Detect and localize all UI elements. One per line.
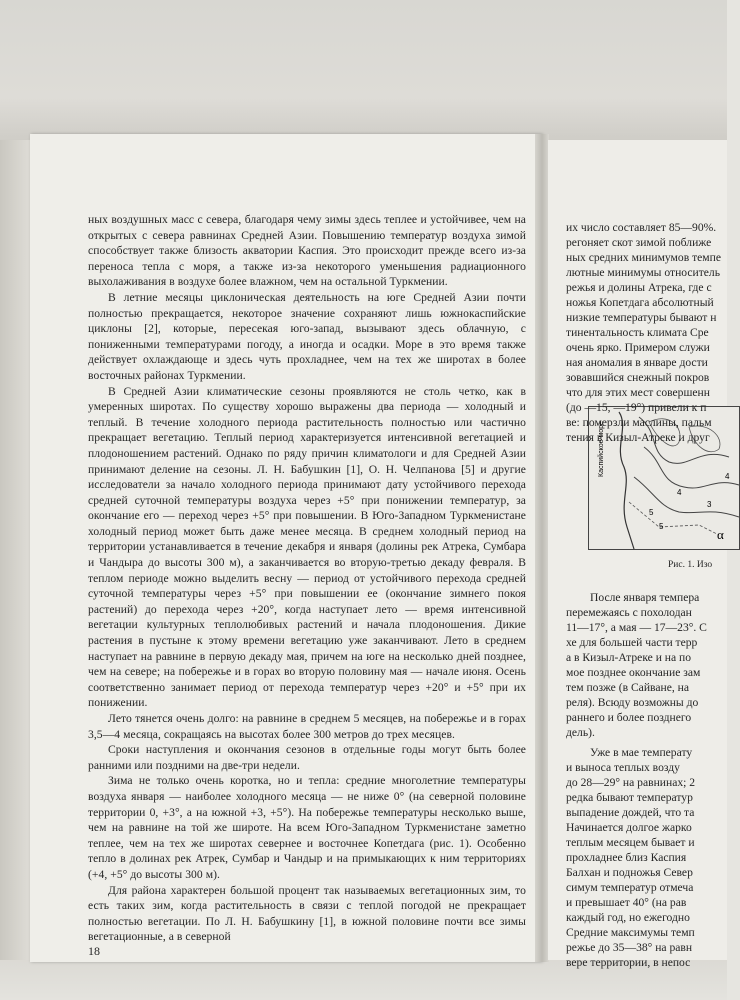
right-line: ная аномалия в январе дости bbox=[566, 356, 708, 369]
isotherm-label: 5 bbox=[649, 508, 654, 517]
right-line: выпадение дождей, что та bbox=[566, 806, 695, 819]
book-edge bbox=[0, 140, 32, 960]
right-line: Начинается долгое жарко bbox=[566, 821, 692, 834]
right-line: (до —15, —19°) привели к п bbox=[566, 401, 707, 414]
right-line: редка бывают температур bbox=[566, 791, 693, 804]
right-line: реля). Всюду возможны до bbox=[566, 696, 699, 709]
border-line bbox=[629, 502, 719, 535]
right-line: тем позже (в Сайване, на bbox=[566, 681, 690, 694]
page-number: 18 bbox=[88, 944, 100, 958]
isotherm-line bbox=[644, 447, 739, 488]
right-line: хе для большей части терр bbox=[566, 636, 698, 649]
paragraph-5: Сроки наступления и окончания сезонов в отдельные годы могут быть более ранними или поздними на две-три недели. bbox=[88, 743, 526, 772]
right-line: ных средних минимумов темпе bbox=[566, 251, 721, 264]
sea-label: Каспийское море bbox=[598, 421, 605, 477]
right-line: симум температур отмеча bbox=[566, 881, 694, 894]
right-line: перемежаясь с похолодан bbox=[566, 606, 692, 619]
right-line: что для этих мест совершенн bbox=[566, 386, 710, 399]
right-line: низкие температуры бывают н bbox=[566, 311, 717, 324]
paragraph-2: В летние месяцы циклоническая деятельность на юге Средней Азии почти полностью прекращается, некоторое значение сохраняют лишь южнокаспийские циклоны [2], которые, пересекая юго-запад, вызывают здесь облачную, с пониженными температурами погоду, а иногда и осадки. Море в это время также действует охлаждающе и здесь чуть прохладнее, чем на тех же широтах в более восточных районах Туркмении. bbox=[88, 290, 526, 382]
figure-caption: Рис. 1. Изо bbox=[668, 560, 713, 570]
right-line: зовавшийся снежный покров bbox=[566, 371, 710, 384]
right-line: каждый год, но ежегодно bbox=[566, 911, 690, 924]
right-line: их число составляет 85—90%. bbox=[566, 221, 717, 234]
right-line: После января темпера bbox=[590, 591, 700, 604]
right-line: мое позднее окончание зам bbox=[566, 666, 701, 679]
right-line: Уже в мае температу bbox=[590, 746, 693, 759]
scan-background-top bbox=[0, 0, 727, 140]
right-line: режья и долины Атрека, где с bbox=[566, 281, 712, 294]
right-line: вере территории, в непос bbox=[566, 956, 691, 969]
right-line: ве: померзли маслины, пальм bbox=[566, 416, 712, 429]
right-line: до 28—29° на равнинах; 2 bbox=[566, 776, 696, 789]
book-gutter bbox=[535, 134, 549, 962]
right-line: тения в Кизыл-Атреке и друг bbox=[566, 431, 710, 444]
right-line: и превышает 40° (на рав bbox=[566, 896, 687, 909]
right-line: и выноса теплых возду bbox=[566, 761, 680, 774]
isotherm-label: 3 bbox=[707, 500, 712, 509]
left-page-text bbox=[88, 212, 526, 945]
right-line: дель). bbox=[566, 726, 595, 739]
isotherm-label: 4 bbox=[725, 472, 730, 481]
paragraph-7: Для района характерен большой процент так называемых вегетационных зим, то есть таких зим, когда растительность в связи с теплой погодой не прекращает полностью вегетации. По Л. Н. Бабушкину [1], в южной половине почти все зимы вегетационные, а в северной bbox=[88, 883, 526, 944]
isotherm-label: 5 bbox=[659, 522, 664, 531]
right-line: а в Кизыл-Атреке и на по bbox=[566, 651, 692, 664]
right-line: регоняет скот зимой поближе bbox=[566, 236, 712, 249]
right-line: режье до 35—38° на равн bbox=[566, 941, 693, 954]
isotherm-label: 4 bbox=[677, 488, 682, 497]
right-line: Средние максимумы темп bbox=[566, 926, 695, 939]
right-line: очень ярко. Примером служи bbox=[566, 341, 710, 354]
right-line: раннего и более позднего bbox=[566, 711, 692, 724]
right-line: 11—17°, а мая — 17—23°. С bbox=[566, 621, 707, 634]
right-line: ножья Копетдага абсолютный bbox=[566, 296, 714, 309]
right-line: теплым месяцем бывает и bbox=[566, 836, 695, 849]
right-line: прохладнее близ Каспия bbox=[566, 851, 687, 864]
right-line: лютные минимумы относитель bbox=[566, 266, 720, 279]
paragraph-4: Лето тянется очень долго: на равнине в среднем 5 месяцев, на побережье и в горах 3,5—4 месяца, сокращаясь на высотах более 300 метров до трех месяцев. bbox=[88, 712, 526, 741]
right-line: тинентальность климата Сре bbox=[566, 326, 709, 339]
right-line: Балхан и подножья Север bbox=[566, 866, 693, 879]
paragraph-1: ных воздушных масс с севера, благодаря чему зимы здесь теплее и устойчивее, чем на открытых с севера равнинах Средней Азии. Повышению температур воздуха зимой способствует также близость акватории Каспия. Это происходит прежде всего из-за переноса тепла с моря, а также из-за некоторого уменьшения радиационного выхолаживания в воздухе более влажном, чем на остальной Туркмении. bbox=[88, 213, 526, 289]
map-alpha-label: α bbox=[717, 527, 724, 542]
paragraph-6: Зима не только очень коротка, но и тепла: средние многолетние температуры воздуха января — наиболее холодного месяца — не ниже 0° (на северной половине территории 0, +3°, а на южной +3, +5°). На побережье температуры несколько выше, чем на равнине на той же широте. На всем Юго-Западном Туркменистане заметно теплее, чем на тех же широтах севернее и восточнее Копетдага (рис. 1). Особенно тепло в долинах рек Атрек, Сумбар и Чандыр и на примыкающих к ним территориях (+4, +5° до высоты 300 м). bbox=[88, 774, 526, 881]
paragraph-3: В Средней Азии климатические сезоны проявляются не столь четко, как в умеренных широтах. По существу хорошо выражены два периода — холодный и теплый. В течение холодного периода растительность полностью или частично прекращает вегетацию. Теплый период характеризуется интенсивной вегетацией и плодоношением растений. Однако по ряду причин климатологи и для Средней Азии принимают деление на сезоны. Л. Н. Бабушкин [1], О. Н. Челпанова [5] и другие исследователи за начало холодного периода принимают дату устойчивого перехода средней суточной температуры воздуха через +5° при понижении температур, за окончание его — переход через +5° при повышении. В Юго-Западном Туркменистане холодный период может быть даже менее месяца. В среднем холодный период на территории устанавливается в течение декабря и января (долины рек Атрека, Сумбара и Чандыра до высоты 300 м), а заканчивается во вторую-третью декаду февраля. В теплом периоде можно выделить весну — период от устойчивого перехода средней суточной температуры через +5° при повышении ее (окончание зимнего покоя растений) до перехода через +20°, когда наступает лето — время интенсивной вегетации культурных теплолюбивых растений и начала плодоношения. Дикие растения в пустыне к этому времени вегетацию уже заканчивают. Лето в среднем наступает на равнине в первую декаду мая, причем на юге на несколько дней позднее, чем на севере; на побережье и в горах во вторую половину мая — начале июня. Осень соответственно занимает период от перехода температур через +20° и +5° при их понижении. bbox=[88, 384, 526, 710]
